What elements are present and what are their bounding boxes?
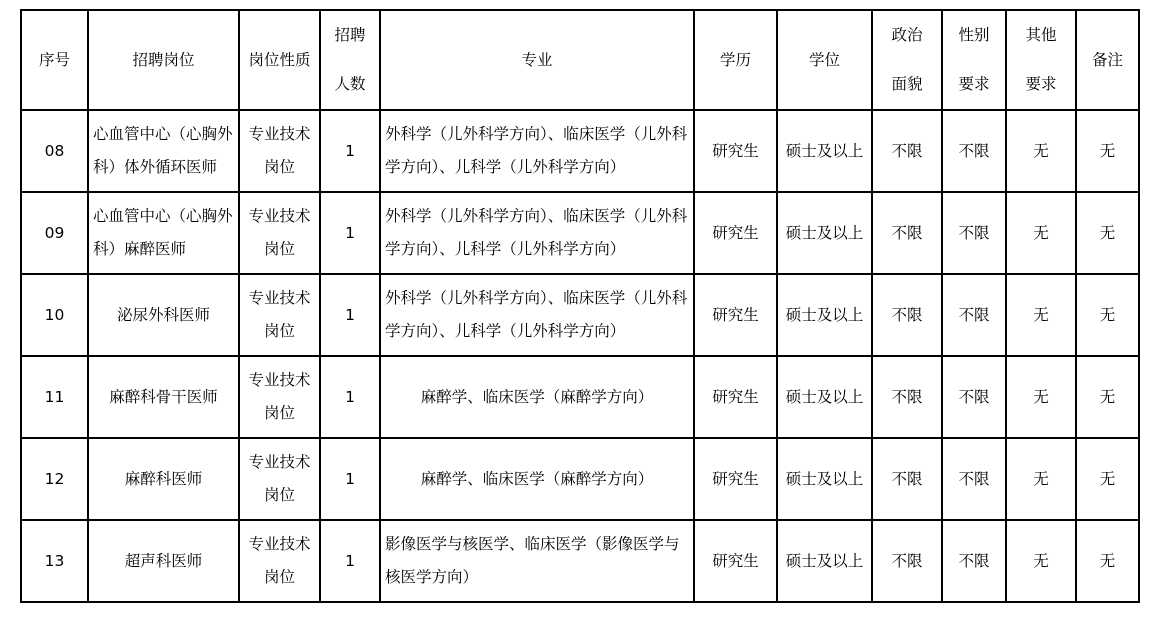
cell-degree: 硕士及以上 bbox=[777, 110, 872, 192]
cell-nature: 专业技术岗位 bbox=[239, 520, 320, 602]
cell-count: 1 bbox=[320, 356, 380, 438]
cell-seq: 08 bbox=[21, 110, 88, 192]
header-gender-line1: 性别 bbox=[958, 26, 990, 44]
cell-position: 心血管中心（心胸外科）麻醉医师 bbox=[88, 192, 239, 274]
cell-other: 无 bbox=[1006, 274, 1076, 356]
header-major: 专业 bbox=[380, 10, 694, 110]
cell-other: 无 bbox=[1006, 356, 1076, 438]
cell-seq: 09 bbox=[21, 192, 88, 274]
cell-degree: 硕士及以上 bbox=[777, 520, 872, 602]
cell-seq: 12 bbox=[21, 438, 88, 520]
cell-count: 1 bbox=[320, 192, 380, 274]
cell-position: 泌尿外科医师 bbox=[88, 274, 239, 356]
table-row bbox=[21, 438, 1139, 520]
cell-political: 不限 bbox=[872, 274, 942, 356]
cell-nature: 专业技术岗位 bbox=[239, 192, 320, 274]
cell-seq: 11 bbox=[21, 356, 88, 438]
cell-remark: 无 bbox=[1076, 274, 1139, 356]
cell-remark: 无 bbox=[1076, 192, 1139, 274]
header-count bbox=[320, 10, 380, 110]
cell-nature: 专业技术岗位 bbox=[239, 274, 320, 356]
header-count-line2: 人数 bbox=[334, 75, 366, 93]
header-education: 学历 bbox=[694, 10, 777, 110]
cell-remark: 无 bbox=[1076, 520, 1139, 602]
cell-count: 1 bbox=[320, 274, 380, 356]
cell-degree: 硕士及以上 bbox=[777, 356, 872, 438]
header-row bbox=[21, 10, 1139, 110]
cell-political: 不限 bbox=[872, 110, 942, 192]
cell-remark: 无 bbox=[1076, 438, 1139, 520]
cell-education: 研究生 bbox=[694, 110, 777, 192]
header-degree: 学位 bbox=[777, 10, 872, 110]
table-row bbox=[21, 356, 1139, 438]
header-political-line1: 政治 bbox=[891, 26, 923, 44]
cell-seq: 10 bbox=[21, 274, 88, 356]
cell-other: 无 bbox=[1006, 110, 1076, 192]
cell-degree: 硕士及以上 bbox=[777, 274, 872, 356]
cell-count: 1 bbox=[320, 438, 380, 520]
cell-major: 外科学（儿外科学方向）、临床医学（儿外科学方向）、儿科学（儿外科学方向） bbox=[380, 192, 694, 274]
table-row bbox=[21, 110, 1139, 192]
cell-gender: 不限 bbox=[942, 356, 1006, 438]
cell-education: 研究生 bbox=[694, 192, 777, 274]
header-political bbox=[872, 10, 942, 110]
cell-political: 不限 bbox=[872, 438, 942, 520]
cell-political: 不限 bbox=[872, 192, 942, 274]
header-remark: 备注 bbox=[1076, 10, 1139, 110]
cell-degree: 硕士及以上 bbox=[777, 192, 872, 274]
table-row bbox=[21, 274, 1139, 356]
cell-political: 不限 bbox=[872, 356, 942, 438]
cell-other: 无 bbox=[1006, 192, 1076, 274]
header-other-line1: 其他 bbox=[1025, 26, 1057, 44]
header-gender-line2: 要求 bbox=[958, 75, 990, 93]
table-row bbox=[21, 520, 1139, 602]
cell-remark: 无 bbox=[1076, 356, 1139, 438]
header-seq: 序号 bbox=[21, 10, 88, 110]
cell-education: 研究生 bbox=[694, 274, 777, 356]
recruitment-table bbox=[20, 9, 1140, 603]
cell-position: 麻醉科骨干医师 bbox=[88, 356, 239, 438]
cell-nature: 专业技术岗位 bbox=[239, 110, 320, 192]
cell-degree: 硕士及以上 bbox=[777, 438, 872, 520]
cell-count: 1 bbox=[320, 110, 380, 192]
cell-major: 外科学（儿外科学方向）、临床医学（儿外科学方向）、儿科学（儿外科学方向） bbox=[380, 110, 694, 192]
cell-education: 研究生 bbox=[694, 438, 777, 520]
cell-other: 无 bbox=[1006, 438, 1076, 520]
cell-education: 研究生 bbox=[694, 356, 777, 438]
cell-seq: 13 bbox=[21, 520, 88, 602]
cell-political: 不限 bbox=[872, 520, 942, 602]
header-gender bbox=[942, 10, 1006, 110]
cell-major: 麻醉学、临床医学（麻醉学方向） bbox=[380, 438, 694, 520]
cell-position: 超声科医师 bbox=[88, 520, 239, 602]
cell-gender: 不限 bbox=[942, 110, 1006, 192]
cell-position: 麻醉科医师 bbox=[88, 438, 239, 520]
header-count-line1: 招聘 bbox=[334, 26, 366, 44]
header-nature: 岗位性质 bbox=[239, 10, 320, 110]
cell-major: 影像医学与核医学、临床医学（影像医学与核医学方向） bbox=[380, 520, 694, 602]
cell-gender: 不限 bbox=[942, 274, 1006, 356]
table-row bbox=[21, 192, 1139, 274]
cell-major: 外科学（儿外科学方向）、临床医学（儿外科学方向）、儿科学（儿外科学方向） bbox=[380, 274, 694, 356]
cell-remark: 无 bbox=[1076, 110, 1139, 192]
cell-count: 1 bbox=[320, 520, 380, 602]
cell-major: 麻醉学、临床医学（麻醉学方向） bbox=[380, 356, 694, 438]
cell-nature: 专业技术岗位 bbox=[239, 356, 320, 438]
header-other-line2: 要求 bbox=[1025, 75, 1057, 93]
header-other bbox=[1006, 10, 1076, 110]
cell-gender: 不限 bbox=[942, 192, 1006, 274]
cell-gender: 不限 bbox=[942, 520, 1006, 602]
header-position: 招聘岗位 bbox=[88, 10, 239, 110]
cell-position: 心血管中心（心胸外科）体外循环医师 bbox=[88, 110, 239, 192]
cell-education: 研究生 bbox=[694, 520, 777, 602]
cell-nature: 专业技术岗位 bbox=[239, 438, 320, 520]
cell-gender: 不限 bbox=[942, 438, 1006, 520]
header-political-line2: 面貌 bbox=[891, 75, 923, 93]
cell-other: 无 bbox=[1006, 520, 1076, 602]
